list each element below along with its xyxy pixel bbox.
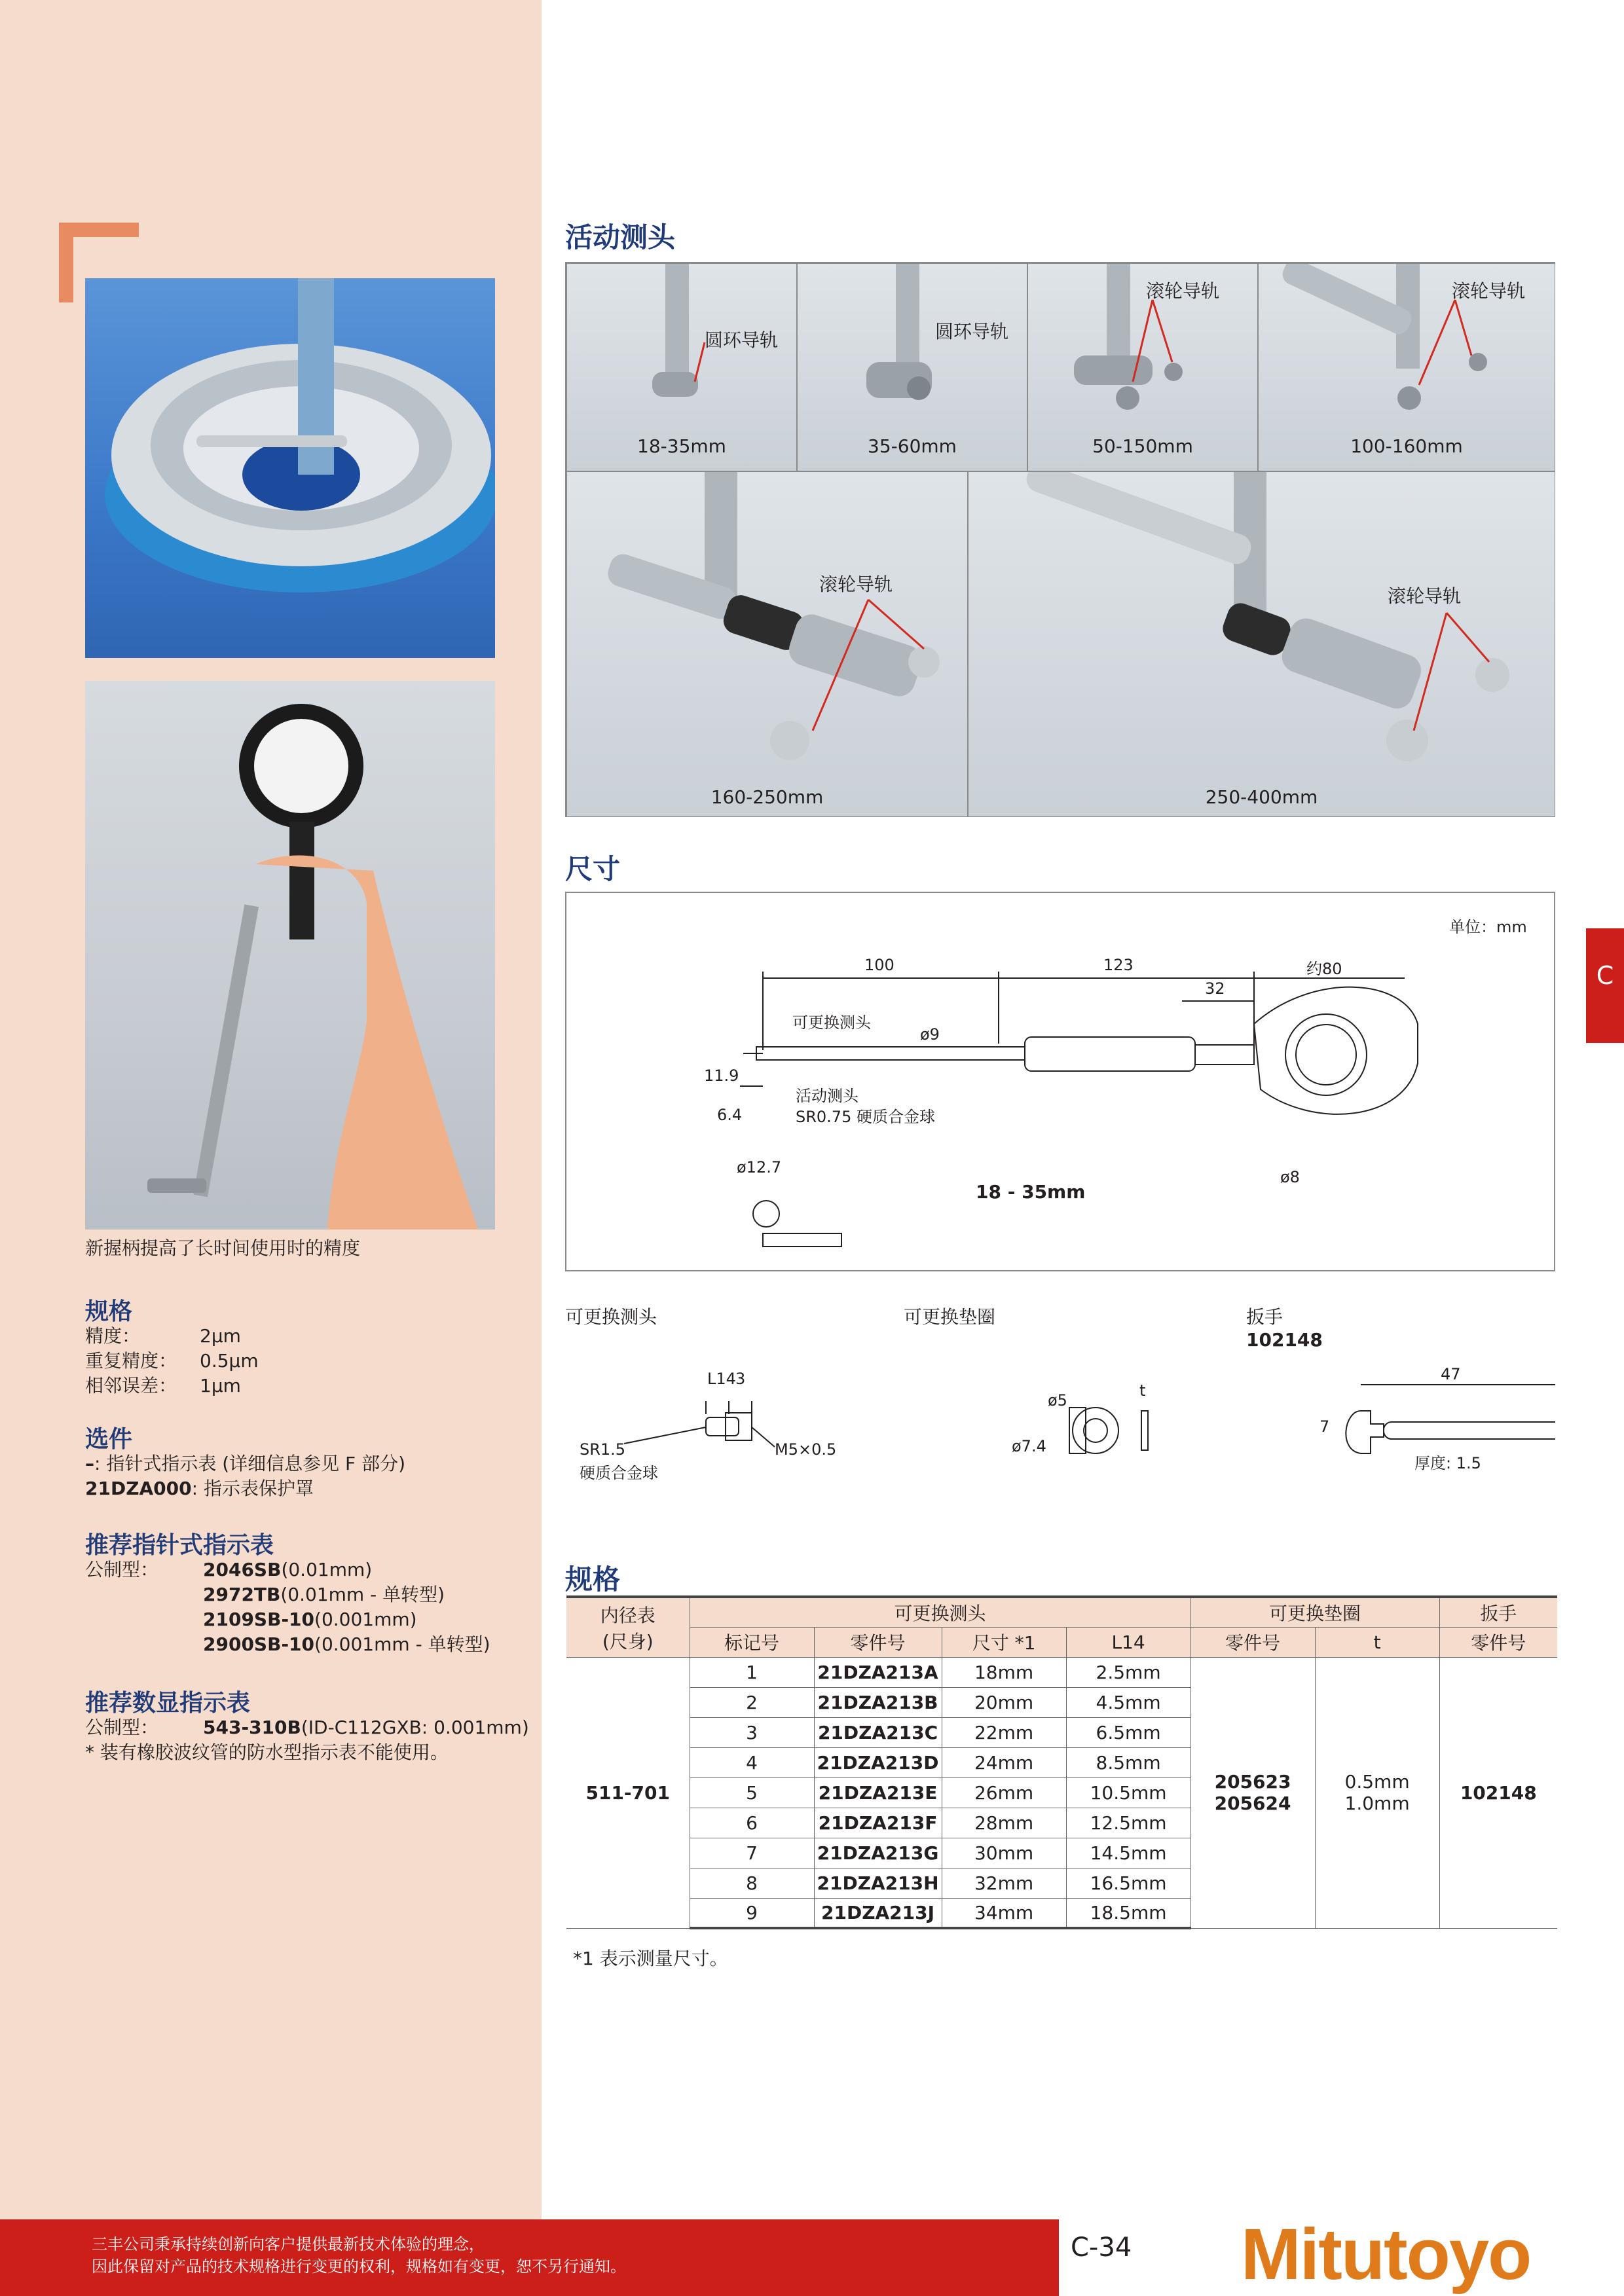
dial-indicator-heading: 推荐指针式指示表 (85, 1532, 274, 1559)
spec-heading: 规格 (85, 1298, 133, 1325)
option-desc: : 指针式指示表 (详细信息参见 F 部分) (94, 1453, 405, 1474)
cell-l14: 2.5mm (1066, 1657, 1190, 1687)
dial-row (85, 1558, 490, 1582)
digital-code: 543-310B (203, 1717, 301, 1738)
probe-range: 50-150mm (1092, 435, 1193, 457)
dim-6-4: 6.4 (717, 1106, 743, 1124)
cell-part: 21DZA213G (814, 1838, 942, 1868)
gauge-code: 511-701 (566, 1657, 690, 1928)
footer-bar (0, 2219, 1059, 2296)
cell-part: 21DZA213H (814, 1868, 942, 1898)
th-part: 零件号 (814, 1627, 942, 1657)
sr1-5-label: SR1.5 (580, 1440, 626, 1459)
footer-line-2: 因此保留对产品的技术规格进行变更的权利，规格如有变更，恕不另行通知。 (92, 2257, 626, 2276)
digital-row (85, 1715, 529, 1740)
spec-key: 重复精度： (85, 1350, 177, 1372)
cell-l14: 16.5mm (1066, 1868, 1190, 1898)
cell-size: 24mm (942, 1747, 1066, 1777)
spec-key: 精度： (85, 1325, 141, 1347)
option-row (85, 1476, 405, 1501)
cell-mark: 4 (690, 1747, 814, 1777)
l14-label: L14 (707, 1370, 736, 1388)
options-heading: 选件 (85, 1426, 133, 1453)
cell-size: 26mm (942, 1777, 1066, 1808)
cell-size: 28mm (942, 1808, 1066, 1838)
digital-type: 公制型： (85, 1717, 159, 1738)
th-mark: 标记号 (690, 1627, 814, 1657)
cell-l14: 12.5mm (1066, 1808, 1190, 1838)
cell-part: 21DZA213D (814, 1747, 942, 1777)
cell-mark: 2 (690, 1687, 814, 1717)
dial-desc: (0.001mm) (314, 1609, 417, 1630)
dial-code: 2046SB (203, 1559, 282, 1580)
phi9-label: ø9 (920, 1025, 940, 1044)
cell-part: 21DZA213J (814, 1898, 942, 1928)
washer-codes: 205623 205624 (1190, 1657, 1315, 1928)
table-header-row (566, 1597, 1557, 1627)
probe-range: 35-60mm (868, 435, 957, 457)
w47-label: 47 (1441, 1365, 1461, 1383)
cell-part: 21DZA213A (814, 1657, 942, 1687)
phi7-4-label: ø7.4 (1012, 1437, 1046, 1455)
cell-mark: 7 (690, 1838, 814, 1868)
rail-label: 圆环导轨 (935, 321, 1009, 342)
th-wrench: 扳手 (1439, 1597, 1557, 1627)
th-gauge: 内径表 (尺身) (566, 1597, 690, 1657)
dim-32: 32 (1205, 979, 1225, 998)
digital-indicator-list (85, 1715, 529, 1765)
wrench-title: 扳手 (1246, 1306, 1283, 1328)
rail-label: 滚轮导轨 (1146, 280, 1220, 302)
dial-row (85, 1582, 490, 1607)
dial-desc: (0.001mm - 单转型) (314, 1633, 490, 1655)
options-list (85, 1451, 405, 1501)
spec-value: 2μm (200, 1325, 241, 1347)
th-wrench-part: 零件号 (1439, 1627, 1557, 1657)
rail-label: 滚轮导轨 (819, 574, 893, 595)
dial-code: 2109SB-10 (203, 1609, 315, 1630)
spec-key: 相邻误差： (85, 1375, 177, 1396)
range-label: 18 - 35mm (976, 1181, 1086, 1203)
page-number: C-34 (1071, 2232, 1132, 2263)
dial-row (85, 1607, 490, 1632)
dial-desc: (0.01mm - 单转型) (280, 1584, 445, 1605)
table-row (566, 1657, 1557, 1687)
m5-label: M5×0.5 (775, 1440, 837, 1459)
cell-size: 34mm (942, 1898, 1066, 1928)
probe-cell (797, 263, 1027, 471)
cell-mark: 5 (690, 1777, 814, 1808)
cell-size: 30mm (942, 1838, 1066, 1868)
dial-code: 2900SB-10 (203, 1633, 315, 1655)
digital-desc: (ID-C112GXB: 0.001mm) (301, 1717, 529, 1738)
washer-t: 0.5mm 1.0mm (1315, 1657, 1439, 1928)
cell-mark: 8 (690, 1868, 814, 1898)
three-label: 3 (735, 1370, 746, 1388)
height-11-9: 11.9 (704, 1066, 739, 1085)
dial-desc: (0.01mm) (281, 1559, 373, 1580)
probe-range: 18-35mm (637, 435, 726, 457)
cell-size: 18mm (942, 1657, 1066, 1687)
photo-caption: 新握柄提高了长时间使用时的精度 (85, 1237, 361, 1259)
spec-table (566, 1595, 1557, 1929)
th-l14: L14 (1066, 1627, 1190, 1657)
cell-mark: 3 (690, 1717, 814, 1747)
unit-label: 单位：mm (1449, 918, 1527, 936)
option-code: – (85, 1453, 94, 1474)
dim-123: 123 (1103, 956, 1134, 974)
footer-line-1: 三丰公司秉承持续创新向客户提供最新技术体验的理念， (92, 2235, 485, 2253)
rail-label: 滚轮导轨 (1452, 280, 1526, 302)
th-anvil: 可更换测头 (690, 1597, 1190, 1627)
anvil-title: 可更换测头 (565, 1306, 657, 1328)
spec-row (85, 1324, 259, 1349)
digital-indicator-heading: 推荐数显指示表 (85, 1690, 251, 1717)
option-desc: : 指示表保护罩 (191, 1478, 314, 1499)
cell-size: 20mm (942, 1687, 1066, 1717)
contact-label: 活动测头 (796, 1087, 858, 1105)
left-column (0, 0, 542, 2296)
phi12-7-label: ø12.7 (737, 1158, 782, 1176)
rail-label: 滚轮导轨 (1388, 585, 1462, 607)
option-code: 21DZA000 (85, 1478, 192, 1499)
dim-80: 约80 (1306, 960, 1342, 978)
probe-cell (566, 263, 797, 471)
cell-l14: 14.5mm (1066, 1838, 1190, 1868)
dimensions-heading: 尺寸 (565, 853, 621, 885)
phi5-label: ø5 (1048, 1391, 1067, 1410)
rail-label: 圆环导轨 (705, 329, 779, 351)
cell-l14: 18.5mm (1066, 1898, 1190, 1928)
spec-row (85, 1374, 259, 1398)
table-heading: 规格 (565, 1563, 621, 1595)
bore-gauge-hand-photo (85, 681, 495, 1230)
setting-ring-photo (85, 278, 495, 658)
probe-cell (1027, 263, 1258, 471)
cell-l14: 6.5mm (1066, 1717, 1190, 1747)
probe-photo-grid (565, 262, 1555, 817)
cell-size: 22mm (942, 1717, 1066, 1747)
washer-title: 可更换垫圈 (904, 1306, 996, 1328)
spec-list (85, 1324, 259, 1398)
anvil-label: 可更换测头 (792, 1013, 871, 1032)
thickness-label: 厚度: 1.5 (1414, 1454, 1481, 1472)
cell-size: 32mm (942, 1868, 1066, 1898)
cell-l14: 10.5mm (1066, 1777, 1190, 1808)
th-washer: 可更换垫圈 (1190, 1597, 1439, 1627)
cell-mark: 1 (690, 1657, 814, 1687)
wrench-part: 102148 (1439, 1657, 1557, 1928)
cell-mark: 6 (690, 1808, 814, 1838)
cell-l14: 4.5mm (1066, 1687, 1190, 1717)
dial-type (85, 1607, 203, 1632)
dial-code: 2972TB (203, 1584, 281, 1605)
dial-indicator-list (85, 1558, 490, 1657)
probe-range: 250-400mm (1205, 786, 1318, 808)
table-header-row (566, 1627, 1557, 1657)
phi8-label: ø8 (1280, 1168, 1300, 1186)
spec-row (85, 1349, 259, 1374)
digital-note: * 装有橡胶波纹管的防水型指示表不能使用。 (85, 1741, 449, 1763)
carbide-label: 硬质合金球 (580, 1464, 658, 1482)
t-label: t (1139, 1381, 1146, 1400)
th-washer-part: 零件号 (1190, 1627, 1315, 1657)
dial-type (85, 1582, 203, 1607)
probes-heading: 活动测头 (565, 221, 676, 253)
wrench-code: 102148 (1246, 1329, 1323, 1351)
cell-l14: 8.5mm (1066, 1747, 1190, 1777)
probe-range: 100-160mm (1350, 435, 1463, 457)
dial-row (85, 1632, 490, 1657)
dim-100: 100 (864, 956, 895, 974)
option-row (85, 1451, 405, 1476)
dial-type (85, 1632, 203, 1657)
probe-cell (566, 471, 968, 817)
spec-value: 0.5μm (200, 1350, 259, 1372)
probe-range: 160-250mm (710, 786, 824, 808)
th-size: 尺寸 *1 (942, 1627, 1066, 1657)
probe-cell (968, 471, 1555, 817)
table-footnote: *1 表示测量尺寸。 (573, 1948, 728, 1969)
dial-type: 公制型： (85, 1559, 159, 1580)
cell-part: 21DZA213C (814, 1717, 942, 1747)
section-tab: C (1586, 928, 1624, 1043)
spec-value: 1μm (200, 1375, 241, 1396)
w7-label: 7 (1320, 1417, 1330, 1436)
brand-logo: Mitutoyo (1241, 2214, 1531, 2295)
cell-mark: 9 (690, 1898, 814, 1928)
th-t: t (1315, 1627, 1439, 1657)
cell-part: 21DZA213E (814, 1777, 942, 1808)
dimension-drawing (565, 892, 1555, 1271)
probe-cell (1258, 263, 1555, 471)
cell-part: 21DZA213B (814, 1687, 942, 1717)
ball-label: SR0.75 硬质合金球 (796, 1108, 935, 1126)
cell-part: 21DZA213F (814, 1808, 942, 1838)
